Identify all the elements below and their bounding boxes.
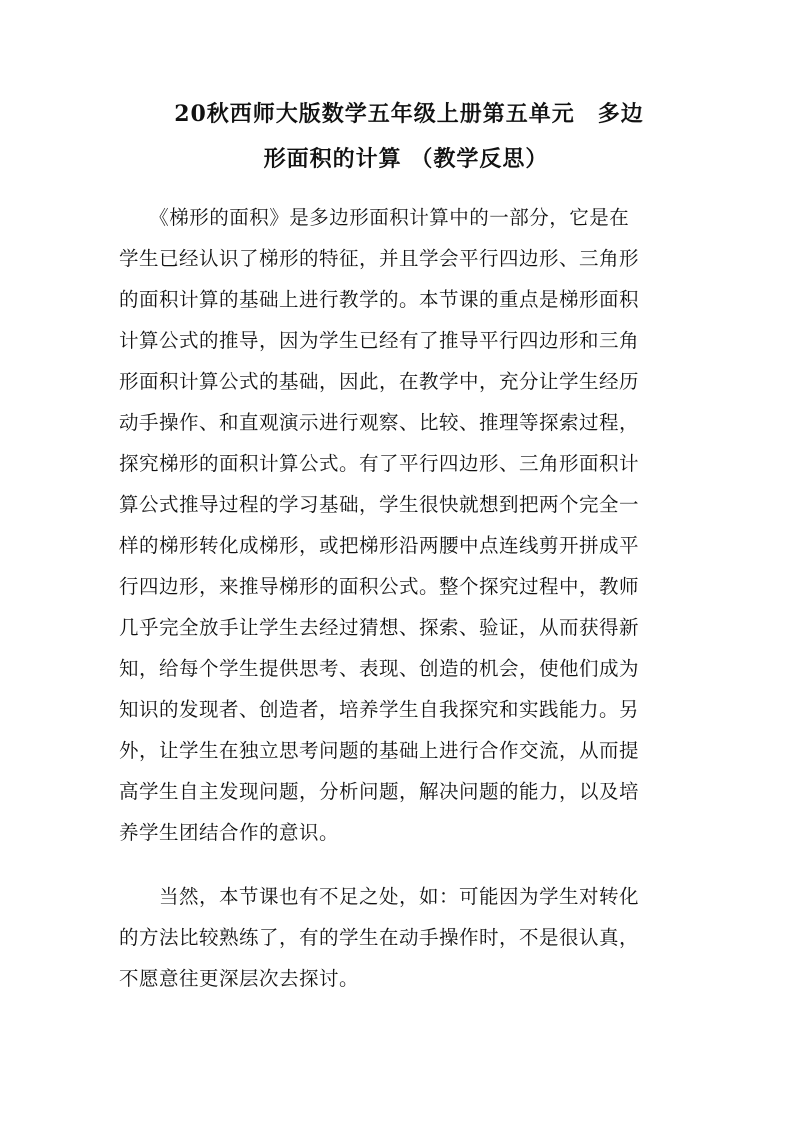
document-title-line-1: 20秋西师大版数学五年级上册第五单元 多边 — [174, 101, 644, 127]
paragraph-1-line: 学生已经认识了梯形的特征，并且学会平行四边形、三角形 — [119, 247, 640, 270]
paragraph-2-line: 不愿意往更深层次去探讨。 — [119, 967, 360, 990]
paragraph-1-line: 算公式推导过程的学习基础，学生很快就想到把两个完全一 — [119, 493, 640, 516]
paragraph-1-line: 形面积计算公式的基础，因此，在教学中，充分让学生经历 — [119, 370, 640, 393]
paragraph-1-line: 计算公式的推导，因为学生已经有了推导平行四边形和三角 — [119, 329, 640, 352]
paragraph-1-line: 的面积计算的基础上进行教学的。本节课的重点是梯形面积 — [119, 288, 640, 311]
paragraph-2-line: 当然，本节课也有不足之处，如：可能因为学生对转化 — [119, 885, 640, 908]
paragraph-1-line: 探究梯形的面积计算公式。有了平行四边形、三角形面积计 — [119, 452, 640, 475]
paragraph-1-line: 几乎完全放手让学生去经过猜想、探索、验证，从而获得新 — [119, 616, 640, 639]
paragraph-1-line: 动手操作、和直观演示进行观察、比较、推理等探索过程， — [119, 411, 640, 434]
paragraph-1-line: 样的梯形转化成梯形，或把梯形沿两腰中点连线剪开拼成平 — [119, 534, 640, 557]
paragraph-2-line: 的方法比较熟练了，有的学生在动手操作时，不是很认真， — [119, 926, 640, 949]
paragraph-1-line: 行四边形，来推导梯形的面积公式。整个探究过程中，教师 — [119, 575, 640, 598]
paragraph-1-line: 高学生自主发现问题，分析问题，解决问题的能力，以及培 — [119, 780, 640, 803]
paragraph-1-line: 外，让学生在独立思考问题的基础上进行合作交流，从而提 — [119, 739, 640, 762]
paragraph-1-line: 养学生团结合作的意识。 — [119, 821, 340, 844]
paragraph-1-line: 知，给每个学生提供思考、表现、创造的机会，使他们成为 — [119, 657, 640, 680]
paragraph-1-line: 知识的发现者、创造者，培养学生自我探究和实践能力。另 — [119, 698, 640, 721]
paragraph-1-line: 《梯形的面积》是多边形面积计算中的一部分，它是在 — [119, 206, 630, 229]
document-title-line-2: 形面积的计算 （教学反思） — [263, 146, 549, 172]
